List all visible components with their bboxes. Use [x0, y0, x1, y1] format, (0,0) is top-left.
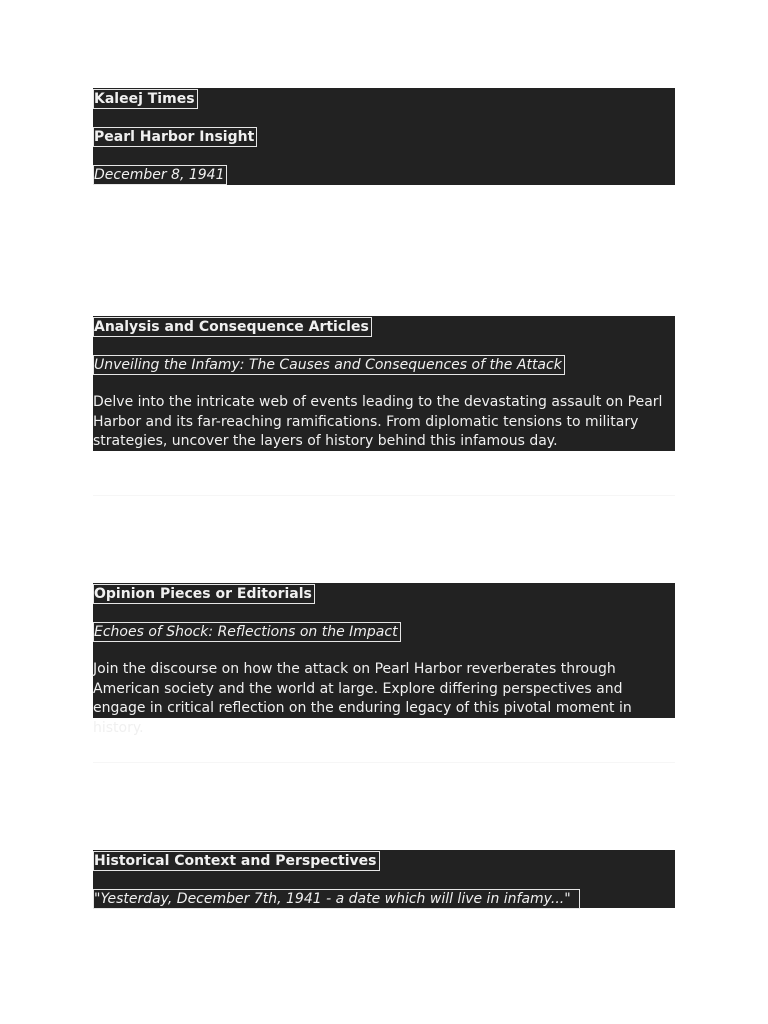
analysis-subheading: Unveiling the Infamy: The Causes and Consequences of the Attack — [93, 355, 565, 375]
divider — [93, 762, 675, 763]
analysis-heading: Analysis and Consequence Articles — [93, 317, 372, 337]
analysis-body: Delve into the intricate web of events leading to the devastating assault on Pearl Harbor and its far-reaching ramifications. From diplomatic tensions to military strategies, uncover the layers of history behind this infamous day. — [93, 394, 663, 449]
history-heading: Historical Context and Perspectives — [93, 851, 380, 871]
publication-name: Kaleej Times — [93, 89, 198, 109]
history-section — [93, 850, 675, 908]
issue-date: December 8, 1941 — [93, 165, 227, 185]
analysis-section — [93, 316, 675, 451]
opinion-subheading: Echoes of Shock: Reflections on the Impact — [93, 622, 401, 642]
opinion-body: Join the discourse on how the attack on Pearl Harbor reverberates through American society and the world at large. Explore differing perspectives and engage in critical reflection on the enduring legacy of this pivotal moment in history. — [93, 661, 632, 736]
opinion-section — [93, 583, 675, 736]
divider — [93, 495, 675, 496]
page-title: Pearl Harbor Insight — [93, 127, 257, 147]
masthead-section — [93, 88, 675, 185]
history-quote: "Yesterday, December 7th, 1941 - a date which will live in infamy..." — [93, 889, 580, 909]
opinion-heading: Opinion Pieces or Editorials — [93, 584, 315, 604]
